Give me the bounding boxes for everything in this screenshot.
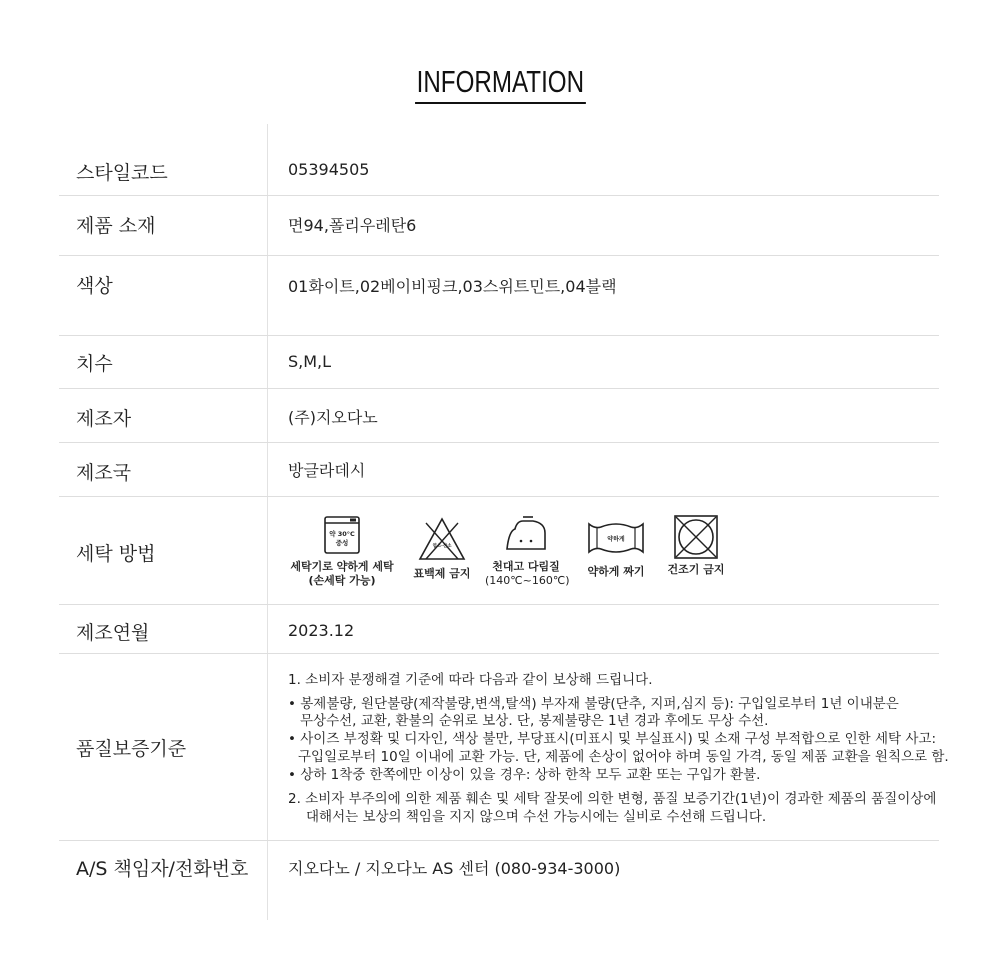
care-iron: [485, 515, 570, 588]
care-dryer-caption: 건조기 금지: [667, 563, 725, 576]
title-text: INFORMATION: [415, 64, 586, 104]
quality-line-7: 2. 소비자 부주의에 의한 제품 훼손 및 세탁 잘못에 의한 변형, 품질 보증기간(1년)이 경과한 제품의 품질이상에: [288, 791, 937, 807]
row-washing: [59, 497, 939, 605]
row-quality: [59, 654, 949, 841]
value-style-code: 05394505: [288, 160, 370, 179]
no-bleach-icon: [418, 517, 466, 561]
value-material: 면94,폴리우레탄6: [288, 216, 417, 235]
label-quality: 품질보증기준: [76, 738, 187, 760]
svg-text:염소·산소: 염소·산소: [432, 544, 452, 549]
label-color: 색상: [76, 275, 113, 297]
quality-line-6: • 상하 1착중 한쪽에만 이상이 있을 경우: 상하 한착 모두 교환 또는 구입가 환불.: [288, 767, 761, 783]
care-iron-caption: 천대고 다림질: [492, 560, 560, 573]
care-wash-caption-2: (손세탁 가능): [308, 574, 376, 587]
wring-icon: [587, 521, 645, 555]
quality-line-1: 1. 소비자 분쟁해결 기준에 따라 다음과 같이 보상해 드립니다.: [288, 672, 653, 688]
value-as: 지오다노 / 지오다노 AS 센터 (080-934-3000): [288, 859, 621, 878]
no-tumble-dry-icon: [673, 514, 719, 560]
value-country: 방글라데시: [288, 461, 366, 480]
label-style-code: 스타일코드: [76, 162, 168, 184]
value-size: S,M,L: [288, 352, 332, 371]
svg-text:중성: 중성: [335, 539, 349, 547]
row-country: [59, 443, 939, 497]
row-date: [59, 605, 939, 654]
label-washing: 세탁 방법: [76, 543, 156, 565]
label-material: 제품 소재: [76, 215, 156, 237]
value-maker: (주)지오다노: [288, 408, 378, 427]
label-as: A/S 책임자/전화번호: [76, 858, 249, 880]
quality-line-8: 대해서는 보상의 책임을 지지 않으며 수선 가능시에는 실비로 수선해 드립니다.: [306, 809, 767, 825]
quality-line-4: • 사이즈 부정확 및 디자인, 색상 불만, 부당표시(미표시 및 부실표시) 및 소재 구성 부적합으로 인한 세탁 사고:: [288, 731, 937, 747]
quality-line-2: • 봉제불량, 원단불량(제작불량,변색,탈색) 부자재 불량(단추, 지퍼,심지 등): 구입일로부터 1년 이내분은: [288, 696, 899, 712]
label-size: 치수: [76, 353, 113, 375]
quality-line-3: 무상수선, 교환, 환불의 순위로 보상. 단, 봉제불량은 1년 경과 후에도 무상 수선.: [300, 713, 769, 729]
page-title: [0, 64, 1000, 104]
label-date: 제조연월: [76, 622, 150, 644]
care-dryer: [659, 514, 733, 577]
svg-text:약 30°C: 약 30°C: [329, 530, 355, 538]
quality-text: [288, 654, 949, 840]
row-color: [59, 256, 939, 336]
row-as: [59, 841, 939, 919]
label-maker: 제조자: [76, 408, 132, 430]
label-country: 제조국: [76, 462, 132, 484]
care-wring-caption: 약하게 짜기: [587, 565, 645, 578]
quality-line-5: 구입일로부터 10일 이내에 교환 가능. 단, 제품에 손상이 없어야 하며 동일 가격, 동일 제품 교환을 원칙으로 함.: [298, 749, 949, 765]
value-color: 01화이트,02베이비핑크,03스위트민트,04블랙: [288, 277, 617, 296]
care-bleach-caption: 표백제 금지: [413, 567, 471, 580]
row-style-code: [59, 124, 939, 196]
row-material: [59, 196, 939, 256]
iron-icon: [503, 515, 549, 555]
wash-basin-icon: [323, 515, 361, 555]
care-wash: [285, 515, 399, 588]
care-wash-caption: 세탁기로 약하게 세탁: [290, 560, 394, 573]
value-date: 2023.12: [288, 621, 355, 640]
row-size: [59, 336, 939, 389]
svg-text:약하게: 약하게: [607, 536, 625, 543]
care-iron-caption-2: (140℃~160℃): [485, 574, 570, 587]
row-maker: [59, 389, 939, 443]
care-wring: [581, 521, 651, 579]
care-bleach: [405, 517, 479, 581]
